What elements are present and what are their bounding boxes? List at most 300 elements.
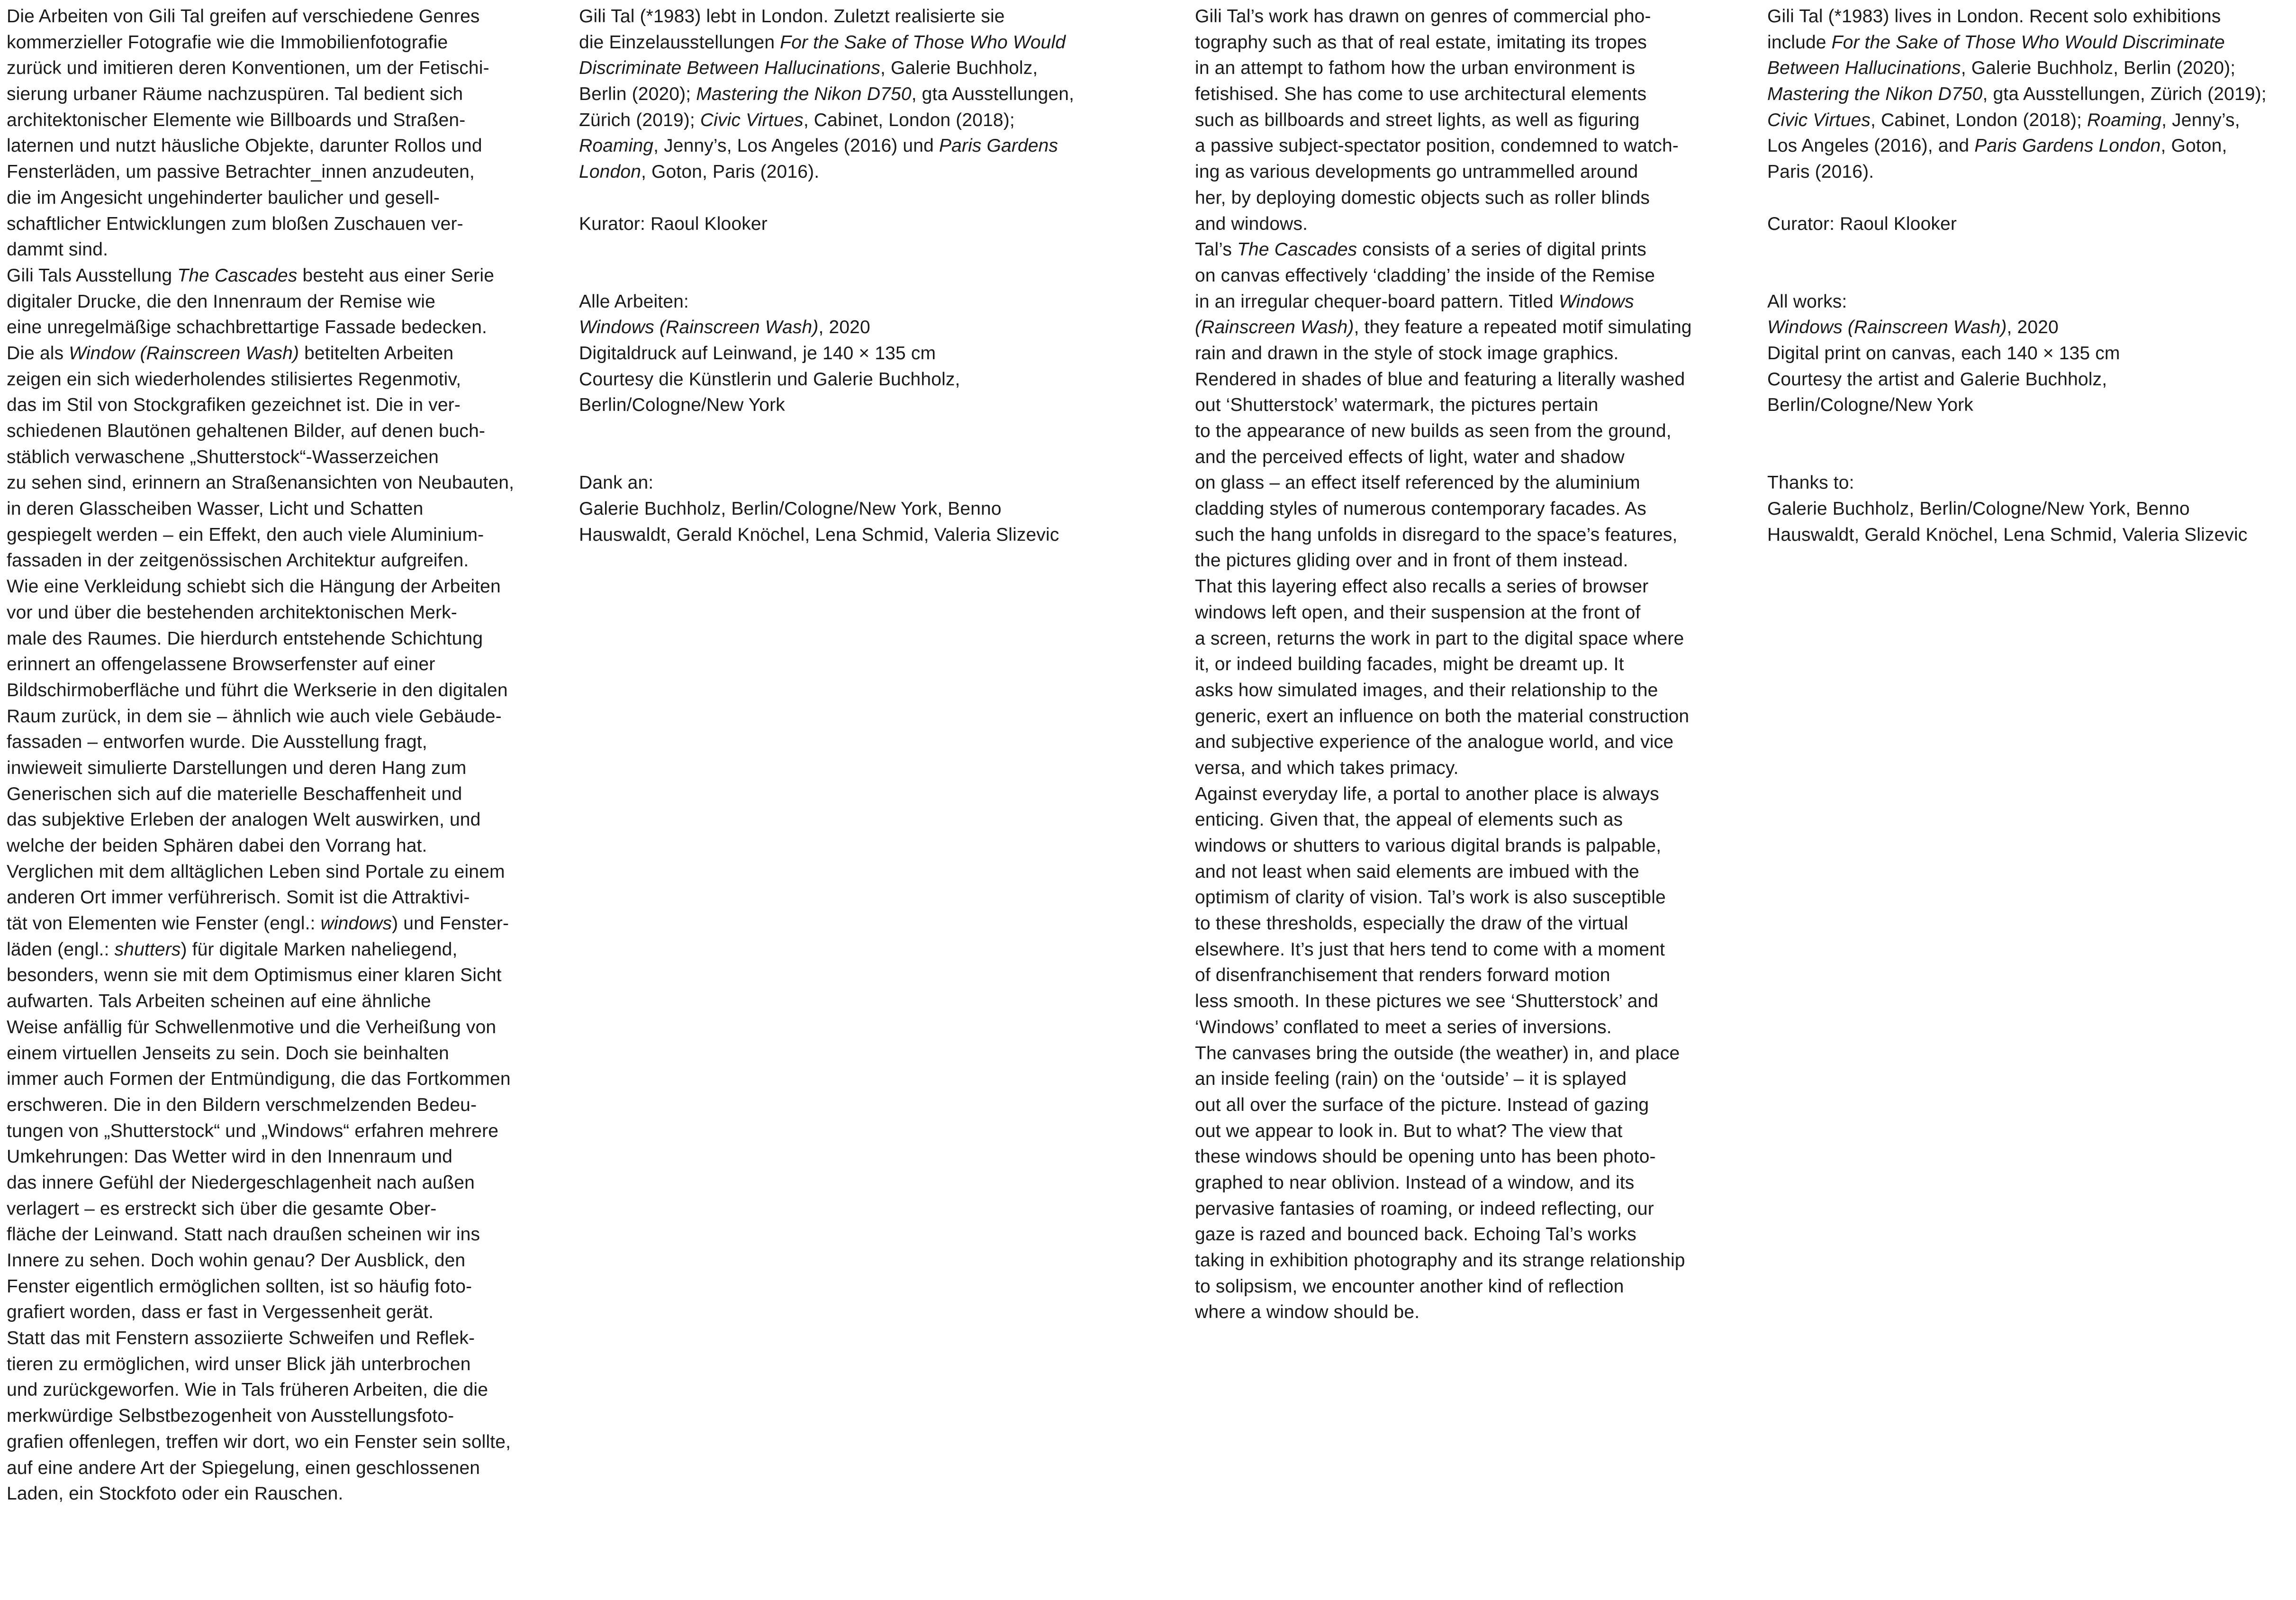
text-run: dammt sind. [7,239,108,260]
blank-line [1767,237,2293,289]
text-line [1767,108,2293,134]
text-run: Los Angeles (2016), and [1767,136,1975,156]
text-line [1195,237,1735,263]
text-line [579,315,1148,341]
text-run: Tal’s [1195,239,1238,260]
text-line [7,963,547,989]
text-run: Wie eine Verkleidung schiebt sich die Hängung der Arbeiten [7,576,501,597]
text-run: immer auch Formen der Entmündigung, die das Fortkommen [7,1069,511,1090]
text-line [1195,496,1735,522]
text-run: out all over the surface of the picture. Instead of gazing [1195,1094,1649,1115]
text-line [1195,211,1735,237]
text-run: Die als [7,343,69,364]
text-line [7,159,547,185]
text-run: out ‘Shutterstock’ watermark, the pictures pertain [1195,395,1599,416]
text-run: , Galerie Buchholz, Berlin (2020); [1961,58,2236,79]
text-run: das innere Gefühl der Niedergeschlagenheit nach außen [7,1172,475,1193]
text-run: Fensterläden, um passive Betrachter_innen anzudeuten, [7,162,475,182]
text-run: on glass – an effect itself referenced by the aluminium [1195,473,1640,493]
text-run: Statt das mit Fenstern assoziierte Schweifen und Reflek- [7,1328,475,1349]
text-run: Weise anfällig für Schwellenmotive und die Verheißung von [7,1017,497,1037]
text-run: Hauswaldt, Gerald Knöchel, Lena Schmid, Valeria Slizevic [579,524,1059,545]
text-run: fassaden in der zeitgenössischen Architektur aufgreifen. [7,550,469,571]
text-run: , 2020 [2007,317,2059,338]
text-run: versa, and which takes primacy. [1195,757,1459,778]
text-line [1195,1274,1735,1300]
text-line [1195,185,1735,211]
text-line [1767,4,2293,30]
text-line [1767,30,2293,56]
text-run: and the perceived effects of light, water and shadow [1195,446,1625,467]
text-line [579,108,1148,134]
text-line [1195,1170,1735,1196]
text-run: Bildschirmoberfläche und führt die Werkserie in den digitalen [7,680,508,700]
text-run: Berlin/Cologne/New York [1767,395,1973,416]
text-run: and windows. [1195,213,1308,234]
text-run: kommerzieller Fotografie wie die Immobilienfotografie [7,32,448,53]
text-line [579,289,1148,315]
text-line [7,470,547,496]
text-run: Gili Tals Ausstellung [7,265,178,286]
text-line [1195,341,1735,367]
text-run: and subjective experience of the analogue world, and vice [1195,732,1674,753]
text-line [7,1170,547,1196]
text-run: Berlin (2020); [579,84,696,105]
text-line [1195,1144,1735,1170]
text-run: enticing. Given that, the appeal of elements such as [1195,809,1623,830]
text-run: grafiert worden, dass er fast in Vergessenheit gerät. [7,1302,434,1323]
text-run: windows left open, and their suspension at the front of [1195,602,1641,623]
text-line [7,937,547,963]
text-run: where a window should be. [1195,1302,1420,1323]
text-line [7,185,547,211]
text-line [7,600,547,626]
text-line [7,782,547,808]
italic-title: For the Sake of Those Who Would Discriminate [1831,32,2225,53]
text-run: Innere zu sehen. Doch wohin genau? Der Ausblick, den [7,1250,466,1271]
text-line [7,1118,547,1145]
text-run: , Jenny’s, Los Angeles (2016) und [653,136,939,156]
text-line [7,911,547,937]
text-line [579,470,1148,496]
text-run: sierung urbaner Räume nachzuspüren. Tal bedient sich [7,84,463,105]
text-run: grafien offenlegen, treffen wir dort, wo ein Fenster sein sollte, [7,1431,511,1452]
text-run: gaze is razed and bounced back. Echoing Tal’s works [1195,1224,1636,1245]
text-line [7,1352,547,1378]
text-line [1195,289,1735,315]
text-run: , they feature a repeated motif simulating [1354,317,1692,338]
italic-title: Windows (Rainscreen Wash) [579,317,819,338]
text-line [1195,1015,1735,1041]
text-line [7,626,547,652]
italic-title: shutters [114,939,181,960]
italic-title: Windows [1558,291,1634,312]
text-line [7,392,547,418]
text-run: Digital print on canvas, each 140 × 135 cm [1767,343,2120,364]
italic-title: Between Hallucinations [1767,58,1961,79]
text-line [7,1481,547,1507]
text-line [579,133,1148,159]
text-line [1195,4,1735,30]
text-run: Zürich (2019); [579,109,700,130]
text-run: tät von Elementen wie Fenster (engl.: [7,913,321,934]
blank-line [579,237,1148,289]
text-run: erschweren. Die in den Bildern verschmelzenden Bedeu- [7,1094,477,1115]
text-line [1767,159,2293,185]
german-info-column [579,4,1148,548]
blank-line [579,418,1148,470]
italic-title: Mastering the Nikon D750 [696,84,912,105]
text-run: welche der beiden Sphären dabei den Vorrang hat. [7,836,427,856]
text-run: ) und Fenster- [392,913,509,934]
text-run: Galerie Buchholz, Berlin/Cologne/New York, Benno [1767,499,2190,519]
text-run: Raum zurück, in dem sie – ähnlich wie auch viele Gebäude- [7,706,502,727]
text-run: Digitaldruck auf Leinwand, je 140 × 135 cm [579,343,936,364]
text-line [1195,1248,1735,1274]
text-line [1195,133,1735,159]
italic-title: Paris Gardens [939,136,1058,156]
text-run: ‘Windows’ conflated to meet a series of inversions. [1195,1017,1612,1037]
text-run: in an attempt to fathom how the urban environment is [1195,58,1636,79]
text-line [7,315,547,341]
text-line [7,885,547,911]
text-line [7,4,547,30]
text-run: an inside feeling (rain) on the ‘outside’ – it is splayed [1195,1069,1627,1090]
text-line [579,211,1148,237]
text-line [7,1144,547,1170]
text-run: to the appearance of new builds as seen from the ground, [1195,421,1672,441]
text-line [1195,1092,1735,1118]
italic-title: Civic Virtues [700,109,804,130]
text-line [1767,470,2293,496]
text-line [1195,470,1735,496]
text-line [7,1066,547,1092]
text-run: vor und über die bestehenden architektonischen Merk- [7,602,457,623]
text-line [1195,704,1735,730]
text-run: tungen von „Shutterstock“ und „Windows“ erfahren mehrere [7,1120,499,1141]
text-line [1195,522,1735,548]
text-line [7,289,547,315]
text-run: That this layering effect also recalls a series of browser [1195,576,1649,597]
text-line [7,1403,547,1429]
text-run: Alle Arbeiten: [579,291,689,312]
text-run: Fenster eigentlich ermöglichen sollten, ist so häufig foto- [7,1276,472,1297]
text-run: zurück und imitieren deren Konventionen, um der Fetischi- [7,58,489,79]
text-run: pervasive fantasies of roaming, or indeed reflecting, our [1195,1198,1654,1219]
text-run: , Jenny’s, [2161,109,2240,130]
text-run: erinnert an offengelassene Browserfenster auf einer [7,654,435,675]
text-run: , Cabinet, London (2018); [1870,109,2088,130]
italic-title: Roaming [579,136,654,156]
text-run: , 2020 [818,317,870,338]
text-line [7,367,547,393]
text-line [1195,807,1735,833]
text-run: , Goton, [2160,136,2227,156]
italic-title: Window (Rainscreen Wash) [69,343,299,364]
text-run: rain and drawn in the style of stock image graphics. [1195,343,1619,364]
text-line [1195,678,1735,704]
text-line [7,1300,547,1326]
text-run: it, or indeed building facades, might be dreamt up. It [1195,654,1624,675]
text-run: in an irregular chequer-board pattern. Titled [1195,291,1559,312]
text-line [1195,1066,1735,1092]
italic-title: Discriminate Between Hallucinations [579,58,881,79]
text-line [7,263,547,289]
text-run: to these thresholds, especially the draw of the virtual [1195,913,1628,934]
text-run: auf eine andere Art der Spiegelung, einen geschlossenen [7,1457,480,1478]
text-run: das im Stil von Stockgrafiken gezeichnet ist. Die in ver- [7,395,461,416]
text-line [1195,315,1735,341]
text-run: Courtesy the artist and Galerie Buchholz, [1767,369,2107,390]
text-run: such the hang unfolds in disregard to the space’s features, [1195,524,1678,545]
text-line [1195,652,1735,678]
blank-line [579,185,1148,211]
text-line [1195,1196,1735,1222]
text-run: on canvas effectively ‘cladding’ the inside of the Remise [1195,265,1655,286]
text-line [7,574,547,600]
text-run: the pictures gliding over and in front of them instead. [1195,550,1628,571]
text-line [7,1377,547,1403]
text-run: merkwürdige Selbstbezogenheit von Ausstellungsfoto- [7,1406,454,1427]
english-info-column [1767,4,2293,548]
text-run: betitelten Arbeiten [299,343,454,364]
text-run: einem virtuellen Jenseits zu sein. Doch sie beinhalten [7,1043,449,1064]
text-run: asks how simulated images, and their relationship to the [1195,680,1658,700]
text-line [1195,548,1735,574]
blank-line [1767,185,2293,211]
text-run: besteht aus einer Serie [297,265,495,286]
text-line [579,159,1148,185]
text-run: anderen Ort immer verführerisch. Somit ist die Attraktivi- [7,887,470,908]
text-run: Umkehrungen: Das Wetter wird in den Innenraum und [7,1146,452,1167]
text-run: ing as various developments go untrammelled around [1195,162,1638,182]
text-run: schaftlicher Entwicklungen zum bloßen Zuschauen ver- [7,213,463,234]
text-line [7,1015,547,1041]
text-run: , Galerie Buchholz, [880,58,1038,79]
text-line [1195,911,1735,937]
text-run: to solipsism, we encounter another kind of reflection [1195,1276,1624,1297]
text-run: Against everyday life, a portal to another place is always [1195,783,1659,804]
text-line [7,1455,547,1482]
text-line [1195,159,1735,185]
text-line [7,1274,547,1300]
text-line [1767,367,2293,393]
text-run: Die Arbeiten von Gili Tal greifen auf verschiedene Genres [7,6,480,27]
text-line [7,55,547,82]
text-line [1767,341,2293,367]
text-line [1767,315,2293,341]
text-run: taking in exhibition photography and its strange relationship [1195,1250,1685,1271]
text-line [1767,82,2293,108]
text-line [1195,1118,1735,1145]
text-line [1195,1222,1735,1248]
text-run: Galerie Buchholz, Berlin/Cologne/New York, Benno [579,499,1002,519]
text-run: Hauswaldt, Gerald Knöchel, Lena Schmid, Valeria Slizevic [1767,524,2248,545]
text-line [1195,55,1735,82]
text-run: elsewhere. It’s just that hers tend to come with a moment [1195,939,1665,960]
text-line [579,496,1148,522]
text-run: and not least when said elements are imbued with the [1195,861,1639,882]
text-line [1195,989,1735,1015]
text-run: zeigen ein sich wiederholendes stilisiertes Regenmotiv, [7,369,461,390]
text-run: include [1767,32,1832,53]
text-line [7,729,547,755]
text-run: , Goton, Paris (2016). [641,162,820,182]
italic-title: The Cascades [1237,239,1357,260]
text-run: Generischen sich auf die materielle Beschaffenheit und [7,783,462,804]
text-line [1767,522,2293,548]
text-run: aufwarten. Tals Arbeiten scheinen auf eine ähnliche [7,991,431,1012]
text-run: such as billboards and street lights, as well as figuring [1195,109,1640,130]
text-line [1195,445,1735,471]
text-line [7,1248,547,1274]
text-run: Rendered in shades of blue and featuring a literally washed [1195,369,1685,390]
text-run: Kurator: Raoul Klooker [579,213,768,234]
italic-title: Civic Virtues [1767,109,1871,130]
text-run: these windows should be opening unto has been photo- [1195,1146,1656,1167]
text-line [1767,392,2293,418]
text-run: Curator: Raoul Klooker [1767,213,1957,234]
text-line [7,1092,547,1118]
text-run: of disenfranchisement that renders forward motion [1195,965,1610,986]
text-run: inwieweit simulierte Darstellungen und deren Hang zum [7,757,467,778]
text-run: , gta Ausstellungen, [911,84,1075,105]
text-line [7,133,547,159]
text-line [1195,108,1735,134]
text-run: Berlin/Cologne/New York [579,395,785,416]
text-line [1767,211,2293,237]
text-line [1195,82,1735,108]
text-line [1195,392,1735,418]
text-run: , Cabinet, London (2018); [803,109,1015,130]
text-run: eine unregelmäßige schachbrettartige Fassade bedecken. [7,317,488,338]
italic-title: Mastering the Nikon D750 [1767,84,1983,105]
text-run: Laden, ein Stockfoto oder ein Rauschen. [7,1483,343,1504]
text-run: das subjektive Erleben der analogen Welt auswirken, und [7,809,481,830]
text-run: a passive subject-spectator position, condemned to watch- [1195,136,1679,156]
text-line [1767,289,2293,315]
text-line [1195,263,1735,289]
text-line [7,678,547,704]
text-run: die im Angesicht ungehinderter baulicher und gesell- [7,187,440,208]
text-run: digitaler Drucke, die den Innenraum der Remise wie [7,291,435,312]
text-line [1195,1300,1735,1326]
text-line [7,833,547,859]
text-line [1195,600,1735,626]
italic-title: Windows (Rainscreen Wash) [1767,317,2007,338]
italic-title: Roaming [2087,109,2162,130]
text-line [1195,755,1735,782]
italic-title: London [579,162,642,182]
text-line [1195,963,1735,989]
text-line [1195,418,1735,445]
text-line [7,1041,547,1067]
text-line [7,1222,547,1248]
text-line [1195,574,1735,600]
text-line [7,548,547,574]
text-run: consists of a series of digital prints [1357,239,1646,260]
text-run: Gili Tal’s work has drawn on genres of commercial pho- [1195,6,1651,27]
text-line [1767,133,2293,159]
text-line [7,237,547,263]
text-run: Verglichen mit dem alltäglichen Leben sind Portale zu einem [7,861,505,882]
text-run: cladding styles of numerous contemporary facades. As [1195,499,1646,519]
text-line [7,496,547,522]
text-line [7,211,547,237]
text-line [579,392,1148,418]
italic-title: windows [320,913,392,934]
text-line [7,82,547,108]
text-line [7,30,547,56]
text-line [1195,30,1735,56]
text-line [1195,1041,1735,1067]
text-line [1195,833,1735,859]
blank-line [1767,418,2293,470]
german-essay-column [7,4,547,1507]
text-run: , gta Ausstellungen, Zürich (2019); [1982,84,2267,105]
text-line [1195,367,1735,393]
text-line [1195,859,1735,885]
text-line [1195,885,1735,911]
text-line [7,755,547,782]
text-run: laternen und nutzt häusliche Objekte, darunter Rollos und [7,136,482,156]
text-run: zu sehen sind, erinnern an Straßenansichten von Neubauten, [7,473,515,493]
text-run: Dank an: [579,473,654,493]
text-run: fassaden – entworfen wurde. Die Ausstellung fragt, [7,732,427,753]
text-line [7,704,547,730]
text-line [579,341,1148,367]
text-line [579,82,1148,108]
text-run: windows or shutters to various digital brands is palpable, [1195,836,1662,856]
text-run: Paris (2016). [1767,162,1874,182]
italic-title: (Rainscreen Wash) [1195,317,1354,338]
text-run: ) für digitale Marken naheliegend, [181,939,458,960]
text-line [1195,729,1735,755]
text-run: und zurückgeworfen. Wie in Tals früheren Arbeiten, die die [7,1380,488,1400]
text-line [7,859,547,885]
text-line [1767,496,2293,522]
english-essay-column [1195,4,1735,1326]
text-line [7,108,547,134]
text-run: fetishised. She has come to use architectural elements [1195,84,1647,105]
text-run: graphed to near oblivion. Instead of a window, and its [1195,1172,1635,1193]
text-run: tieren zu ermöglichen, wird unser Blick jäh unterbrochen [7,1354,471,1374]
text-line [7,445,547,471]
text-run: schiedenen Blautönen gehaltenen Bilder, auf denen buch- [7,421,486,441]
text-run: a screen, returns the work in part to the digital space where [1195,628,1684,649]
text-line [7,1196,547,1222]
text-run: male des Raumes. Die hierdurch entstehende Schichtung [7,628,483,649]
text-run: All works: [1767,291,1847,312]
text-run: optimism of clarity of vision. Tal’s work is also susceptible [1195,887,1666,908]
italic-title: Paris Gardens London [1974,136,2161,156]
italic-title: For the Sake of Those Who Would [780,32,1066,53]
text-line [579,522,1148,548]
text-line [7,418,547,445]
text-run: architektonischer Elemente wie Billboards und Straßen- [7,109,466,130]
text-run: Gili Tal (*1983) lebt in London. Zuletzt realisierte sie [579,6,1005,27]
text-line [7,807,547,833]
text-line [7,1326,547,1352]
text-line [1767,55,2293,82]
text-run: besonders, wenn sie mit dem Optimismus einer klaren Sicht [7,965,502,986]
text-run: die Einzelausstellungen [579,32,780,53]
italic-title: The Cascades [177,265,298,286]
text-run: less smooth. In these pictures we see ‘Shutterstock’ and [1195,991,1659,1012]
text-line [1195,937,1735,963]
text-line [7,652,547,678]
text-line [579,4,1148,30]
